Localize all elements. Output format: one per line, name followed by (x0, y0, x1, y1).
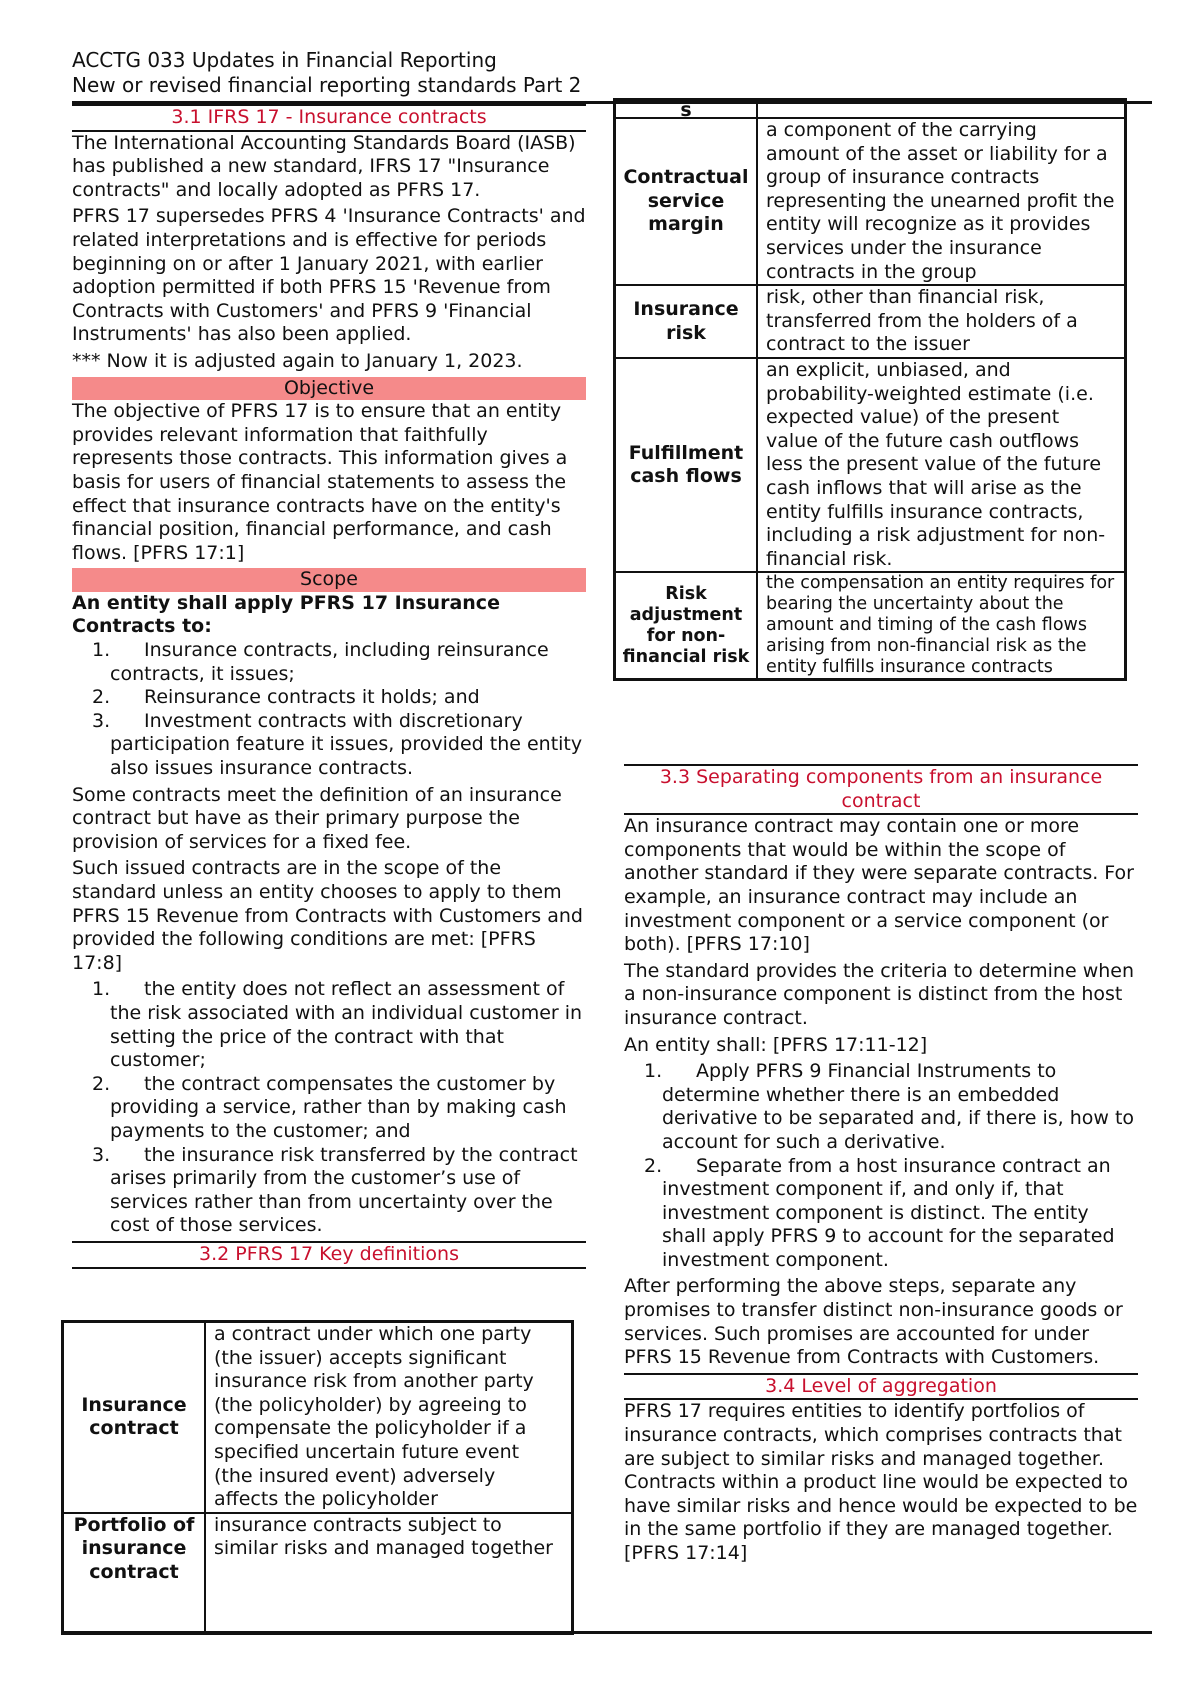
paragraph: Some contracts meet the definition of an insurance contract but have as their primary purpose the provision of services for a fixed fee. (72, 783, 562, 853)
course-title: ACCTG 033 Updates in Financial Reporting (72, 48, 497, 72)
table-row (615, 285, 1126, 358)
objective-heading: Objective (72, 377, 586, 401)
scope-list (72, 639, 586, 781)
paragraph: Such issued contracts are in the scope of the standard unless an entity chooses to apply to them PFRS 15 Revenue from Contracts with Customers and provided the following conditions are met: [PFRS 17:8] (72, 857, 583, 974)
definition-term: Contractual service margin (615, 118, 758, 285)
paragraph: PFRS 17 supersedes PFRS 4 'Insurance Contracts' and related interpretations and is effective for periods beginning on or after 1 January 2021, with earlier adoption permitted if both PFRS 15 'Revenue from Contracts with Customers' and PFRS 9 'Financial Instruments' has also been applied. (72, 205, 586, 346)
list-item: 1. Insurance contracts, including reinsurance contracts, it issues; (92, 639, 549, 685)
definition-term: Insurance risk (615, 285, 758, 358)
definition-term-stub: s (615, 100, 758, 119)
list-item: 1. the entity does not reflect an assessment of the risk associated with an individual customer in setting the price of the contract with that customer; (92, 978, 583, 1072)
table-row (615, 118, 1126, 285)
conditions-list (72, 978, 586, 1238)
table-row (63, 1513, 573, 1634)
entity-shall-list (624, 1060, 1138, 1272)
section-heading-3-2: 3.2 PFRS 17 Key definitions (72, 1241, 586, 1269)
list-number: 3. (92, 709, 111, 732)
list-number: 1. (92, 978, 111, 1001)
section-heading-3-4: 3.4 Level of aggregation (624, 1373, 1138, 1401)
document-subtitle: New or revised financial reporting standards Part 2 (72, 73, 582, 97)
paragraph: The International Accounting Standards Board (IASB) has published a new standard, IFRS 17 "Insurance contracts" and locally adopted as PFRS 17. (72, 131, 576, 201)
paragraph: *** Now it is adjusted again to January 1, 2023. (72, 349, 523, 372)
paragraph: An entity shall: [PFRS 17:11-12] (624, 1033, 928, 1056)
definition-text: risk, other than financial risk, transferred from the holders of a contract to the issuer (757, 285, 1126, 358)
definition-term: Risk adjustment for non-financial risk (615, 572, 758, 680)
table-row (615, 572, 1126, 680)
definition-text (757, 100, 1126, 119)
list-item: 2. the contract compensates the customer by providing a service, rather than by making cash payments to the customer; and (92, 1072, 567, 1142)
document-header (72, 48, 581, 98)
bottom-rule (61, 1631, 1152, 1634)
scope-heading: Scope (72, 568, 586, 592)
list-item: 3. Investment contracts with discretionary participation feature it issues, provided the entity also issues insurance contracts. (92, 709, 583, 780)
list-item: 2. Reinsurance contracts it holds; and (92, 686, 480, 709)
paragraph: The standard provides the criteria to determine when a non-insurance component is distinct from the host insurance contract. (624, 959, 1135, 1029)
list-number: 2. (92, 1072, 111, 1095)
section-heading-3-1: 3.1 IFRS 17 - Insurance contracts (72, 104, 586, 132)
left-column (72, 104, 586, 1269)
table-row (63, 1322, 573, 1513)
definition-term: Insurance contract (63, 1322, 206, 1513)
list-number: 3. (92, 1143, 111, 1166)
list-number: 2. (92, 686, 111, 709)
list-item: 1. Apply PFRS 9 Financial Instruments to determine whether there is an embedded derivative to be separated and, if there is, how to account for such a derivative. (644, 1060, 1135, 1153)
right-column (624, 764, 1138, 1569)
definition-text: the compensation an entity requires for bearing the uncertainty about the amount and timing of the cash flows arising from non-financial risk as the entity fulfills insurance contracts (757, 572, 1126, 680)
definition-term: Portfolio of insurance contract (63, 1513, 206, 1634)
key-definitions-table-right (613, 98, 1127, 681)
list-number: 1. (644, 1060, 663, 1083)
definition-text: a contract under which one party (the issuer) accepts significant insurance risk from another party (the policyholder) by agreeing to compensate the policyholder if a specified uncertain future event (the insured event) adversely affects the policyholder (205, 1322, 573, 1513)
objective-paragraph: The objective of PFRS 17 is to ensure that an entity provides relevant information that faithfully represents those contracts. This information gives a basis for users of financial statements to assess the effect that insurance contracts have on the entity's financial position, financial performance, and cash flows. [PFRS 17:1] (72, 400, 568, 564)
table-row (615, 100, 1126, 119)
list-number: 1. (92, 639, 111, 662)
definition-text: a component of the carrying amount of the asset or liability for a group of insurance contracts representing the unearned profit the entity will recognize as it provides services under the insurance contracts in the group (757, 118, 1126, 285)
definition-text: insurance contracts subject to similar risks and managed together (205, 1513, 573, 1634)
paragraph: An insurance contract may contain one or more components that would be within the scope of another standard if they were separate contracts. For example, an insurance contract may include an investment component or a service component (or both). [PFRS 17:10] (624, 815, 1134, 956)
key-definitions-table-left (61, 1320, 574, 1635)
table-row (615, 358, 1126, 572)
definition-text: an explicit, unbiased, and probability-weighted estimate (i.e. expected value) of the present value of the future cash outflows less the present value of the future cash inflows that will arise as the entity fulfills insurance contracts, including a risk adjustment for non-financial risk. (757, 358, 1126, 572)
scope-lead: An entity shall apply PFRS 17 Insurance Contracts to: (72, 591, 500, 638)
section-heading-3-3: 3.3 Separating components from an insurance contract (624, 764, 1138, 815)
list-item: 3. the insurance risk transferred by the contract arises primarily from the customer’s use of services rather than from uncertainty over the cost of those services. (92, 1143, 578, 1237)
paragraph: After performing the above steps, separate any promises to transfer distinct non-insurance goods or services. Such promises are accounted for under PFRS 15 Revenue from Contracts with Customers. (624, 1275, 1123, 1369)
list-number: 2. (644, 1154, 663, 1177)
list-item: 2. Separate from a host insurance contract an investment component if, and only if, that investment component is distinct. The entity shall apply PFRS 9 to account for the separated investment component. (644, 1154, 1115, 1271)
paragraph: PFRS 17 requires entities to identify portfolios of insurance contracts, which comprises contracts that are subject to similar risks and managed together. Contracts within a product line would be expected to have similar risks and hence would be expected to be in the same portfolio if they are managed together. [PFRS 17:14] (624, 1400, 1138, 1564)
definition-term: Fulfillment cash flows (615, 358, 758, 572)
